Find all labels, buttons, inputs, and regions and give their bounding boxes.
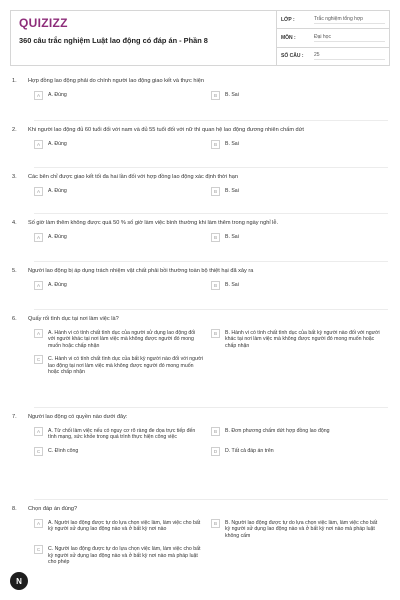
- question-number: 6.: [12, 316, 17, 322]
- question-header: [12, 174, 388, 181]
- option-text: C. Đình công: [48, 447, 79, 454]
- option-letter-box[interactable]: A: [34, 233, 43, 242]
- option-letter-box[interactable]: B: [211, 233, 220, 242]
- document-header: [10, 10, 390, 66]
- answer-option-d[interactable]: [211, 447, 388, 456]
- option-text: B. Sai: [225, 141, 239, 147]
- answer-options: [12, 233, 388, 248]
- option-text: A. Đúng: [48, 188, 67, 194]
- answer-option-b[interactable]: [211, 91, 388, 100]
- question-header: [12, 414, 388, 421]
- answer-option-b[interactable]: [211, 233, 388, 242]
- option-letter-box[interactable]: B: [211, 427, 220, 436]
- meta-value: Đại học: [314, 34, 385, 42]
- answer-options: [12, 329, 388, 381]
- option-text: A. Hành vi có tính chất tình dục của người sử dụng lao động đối với người khác tại nơi làm việc mà không được người đó mong muốn hoặc chấp nhận: [48, 330, 196, 349]
- option-letter-box[interactable]: C: [34, 545, 43, 554]
- answer-option-a[interactable]: [34, 281, 211, 290]
- question-3: [12, 174, 388, 202]
- option-letter-box[interactable]: C: [34, 447, 43, 456]
- option-letter-box[interactable]: B: [211, 281, 220, 290]
- meta-label: SỐ CÂU :: [281, 53, 304, 60]
- question-7: [12, 414, 388, 462]
- question-6: [12, 316, 388, 381]
- answer-option-c[interactable]: [34, 545, 211, 565]
- option-text: A. Người lao động được tự do lựa chọn việc làm, làm việc cho bất kỳ người sử dụng lao động nào và ở bất kỳ nơi nào: [48, 520, 201, 533]
- answer-options: [12, 427, 388, 462]
- meta-value: Trắc nghiệm tổng hợp: [314, 16, 385, 24]
- option-text: D. Tất cả đáp án trên: [225, 447, 274, 454]
- answer-option-a[interactable]: [34, 427, 211, 441]
- answer-options: [12, 140, 388, 155]
- answer-option-a[interactable]: [34, 329, 211, 349]
- option-text: A. Đúng: [48, 141, 67, 147]
- answer-option-c[interactable]: [34, 447, 211, 456]
- question-number: 4.: [12, 220, 17, 226]
- answer-option-a[interactable]: [34, 91, 211, 100]
- meta-value: 25: [314, 52, 385, 60]
- option-letter-box[interactable]: B: [211, 187, 220, 196]
- option-text: B. Sai: [225, 188, 239, 194]
- meta-label: LỚP :: [281, 16, 295, 23]
- question-divider: [34, 309, 388, 310]
- option-text: B. Sai: [225, 92, 239, 98]
- question-5: [12, 268, 388, 296]
- answer-option-a[interactable]: [34, 187, 211, 196]
- question-header: [12, 268, 388, 275]
- answer-option-b[interactable]: [211, 140, 388, 149]
- answer-options: [12, 187, 388, 202]
- header-title-area: [11, 11, 277, 65]
- question-text: Hợp đồng lao động phải do chính người lao động giao kết và thực hiện: [28, 78, 204, 84]
- option-letter-box[interactable]: A: [34, 140, 43, 149]
- option-letter-box[interactable]: B: [211, 329, 220, 338]
- question-1: [12, 78, 388, 106]
- question-number: 1.: [12, 78, 17, 84]
- answer-options: [12, 281, 388, 296]
- answer-option-a[interactable]: [34, 519, 211, 539]
- option-letter-box[interactable]: A: [34, 91, 43, 100]
- question-header: [12, 78, 388, 85]
- answer-options: [12, 91, 388, 106]
- option-text: A. Đúng: [48, 234, 67, 240]
- question-divider: [34, 499, 388, 500]
- question-text: Người lao động bị áp dụng trách nhiệm vật chất phải bồi thường toàn bộ thiệt hại đã xảy ra: [28, 268, 254, 274]
- question-number: 7.: [12, 414, 17, 420]
- question-8: [12, 506, 388, 571]
- answer-option-a[interactable]: [34, 140, 211, 149]
- answer-options: [12, 519, 388, 571]
- question-divider: [34, 167, 388, 168]
- question-header: [12, 316, 388, 323]
- meta-row-count: [277, 48, 389, 65]
- answer-option-b[interactable]: [211, 427, 388, 441]
- question-divider: [34, 213, 388, 214]
- option-letter-box[interactable]: B: [211, 519, 220, 528]
- question-4: [12, 220, 388, 248]
- answer-option-b[interactable]: [211, 329, 388, 349]
- option-text: B. Sai: [225, 282, 239, 288]
- document-title: 360 câu trắc nghiệm Luật lao động có đáp án - Phần 8: [19, 36, 208, 45]
- option-letter-box[interactable]: A: [34, 427, 43, 436]
- meta-row-subject: [277, 29, 389, 47]
- answer-option-a[interactable]: [34, 233, 211, 242]
- question-2: [12, 127, 388, 155]
- option-text: C. Người lao động được tự do lựa chọn việc làm, làm việc cho bất kỳ người sử dụng lao động nào và ở bất kỳ nơi nào mà pháp luật cho phép: [48, 546, 201, 566]
- question-text: Số giờ làm thêm không được quá 50 % số giờ làm việc bình thường khi làm thêm trong ngày nghỉ lễ.: [28, 220, 279, 226]
- question-divider: [34, 407, 388, 408]
- question-number: 2.: [12, 127, 17, 133]
- meta-label: MÔN :: [281, 34, 296, 41]
- option-letter-box[interactable]: D: [211, 447, 220, 456]
- option-text: B. Sai: [225, 234, 239, 240]
- question-number: 3.: [12, 174, 17, 180]
- question-number: 5.: [12, 268, 17, 274]
- answer-option-b[interactable]: [211, 187, 388, 196]
- option-text: C. Hành vi có tính chất tình dục của bất kỳ người nào đối với người lao động tại nơi làm việc mà không được người đó mong muốn hoặc chấp nhận: [48, 356, 203, 376]
- option-letter-box[interactable]: B: [211, 91, 220, 100]
- question-header: [12, 220, 388, 227]
- option-text: B. Đơn phương chấm dứt hợp đồng lao động: [225, 428, 330, 434]
- option-text: A. Từ chối làm việc nếu có nguy cơ rõ ràng đe dọa trực tiếp đến tính mạng, sức khỏe trong quá trình thực hiện công việc: [48, 428, 196, 441]
- option-letter-box[interactable]: A: [34, 329, 43, 338]
- answer-option-c[interactable]: [34, 355, 211, 375]
- header-meta: [277, 11, 389, 65]
- option-letter-box[interactable]: A: [34, 187, 43, 196]
- option-letter-box[interactable]: C: [34, 355, 43, 364]
- answer-option-b[interactable]: [211, 281, 388, 290]
- notion-app-icon[interactable]: N: [10, 572, 28, 590]
- question-text: Người lao động có quyền nào dưới đây:: [28, 414, 128, 420]
- question-divider: [34, 120, 388, 121]
- question-divider: [34, 261, 388, 262]
- option-letter-box[interactable]: B: [211, 140, 220, 149]
- question-number: 8.: [12, 506, 17, 512]
- question-text: Các bên chỉ được giao kết tối đa hai lần đối với hợp đồng lao động xác định thời hạn: [28, 174, 238, 180]
- question-text: Chọn đáp án đúng?: [28, 506, 78, 512]
- quizizz-logo: QUIZIZZ: [19, 16, 68, 30]
- answer-option-b[interactable]: [211, 519, 388, 539]
- question-header: [12, 506, 388, 513]
- question-header: [12, 127, 388, 134]
- question-text: Quấy rối tình dục tại nơi làm việc là?: [28, 316, 119, 322]
- meta-row-class: [277, 11, 389, 29]
- option-letter-box[interactable]: A: [34, 519, 43, 528]
- option-text: A. Đúng: [48, 282, 67, 288]
- option-letter-box[interactable]: A: [34, 281, 43, 290]
- option-text: B. Người lao động được tự do lựa chọn việc làm, làm việc cho bất kỳ người sử dụng lao động nào và ở bất kỳ nơi nào mà pháp luật không cấm: [225, 520, 378, 539]
- question-text: Khi người lao động đủ 60 tuổi đối với nam và đủ 55 tuổi đối với nữ thì quan hệ lao động đương nhiên chấm dứt: [28, 127, 304, 133]
- option-text: B. Hành vi có tính chất tình dục của bất kỳ người nào đối với người khác tại nơi làm việc mà không được người đó mong muốn hoặc chấp nhận: [225, 330, 380, 349]
- option-text: A. Đúng: [48, 92, 67, 98]
